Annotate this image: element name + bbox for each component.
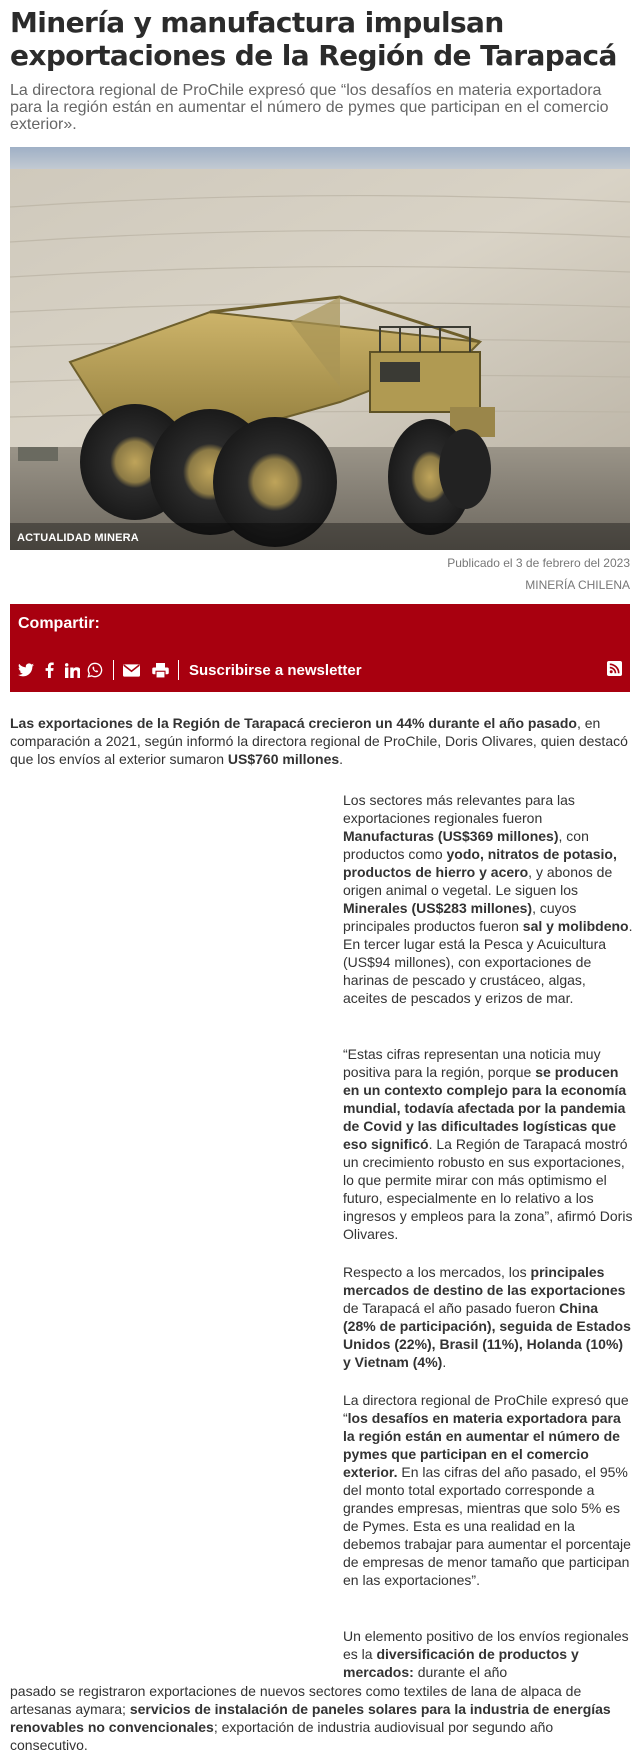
page-title: Minería y manufactura impulsan exportaciones de la Región de Tarapacá	[10, 6, 617, 72]
facebook-icon[interactable]	[40, 661, 58, 679]
source-link[interactable]: MINERÍA CHILENA	[525, 578, 630, 592]
twitter-icon[interactable]	[17, 661, 35, 679]
paragraph-sectors: Los sectores más relevantes para las exportaciones regionales fueron Manufacturas (US$369 millones), con productos como yodo, nitratos de potasio, productos de hierro y acero, y abonos de origen animal o vegetal. Le siguen los Minerales (US$283 millones), cuyos principales productos fueron sal y molibdeno. En tercer lugar está la Pesca y Acuicultura (US$94 millones), con exportaciones de harinas de pescado y crustáceo, algas, aceites de pescados y erizos de mar.	[343, 792, 633, 1006]
share-divider	[113, 660, 114, 680]
publish-date: Publicado el 3 de febrero del 2023	[447, 556, 630, 570]
linkedin-icon[interactable]	[63, 661, 81, 679]
image-credit: ACTUALIDAD MINERA	[17, 532, 139, 544]
rss-icon[interactable]	[607, 661, 622, 681]
share-icon-row	[17, 659, 362, 681]
article	[10, 0, 633, 1753]
paragraph-diversification: Un elemento positivo de los envíos regionales es la diversificación de productos y mercados: durante el año	[343, 1628, 629, 1680]
article-subtitle: La directora regional de ProChile expresó que “los desafíos en materia exportadora para la región están en aumentar el número de pymes que participan en el comercio exterior».	[10, 82, 609, 133]
paragraph-challenges: La directora regional de ProChile expresó que “los desafíos en materia exportadora para la región están en aumentar el número de pymes que participan en el comercio exterior. En las cifras del año pasado, el 95% del monto total exportado corresponde a grandes empresas, mientras que solo 5% es de Pymes. Esta es una realidad en la debemos trabajar para aumentar el porcentaje de empresas de menor tamaño que participan en las exportaciones”.	[343, 1392, 631, 1588]
hero-image	[10, 147, 630, 550]
share-divider	[178, 660, 179, 680]
lead-paragraph: Las exportaciones de la Región de Tarapacá crecieron un 44% durante el año pasado, en comparación a 2021, según informó la directora regional de ProChile, Doris Olivares, quien destacó que los envíos al exterior sumaron US$760 millones.	[10, 715, 628, 767]
paragraph-quote: “Estas cifras representan una noticia muy positiva para la región, porque se producen en un contexto complejo para la economía mundial, todavía afectada por la pandemia de Covid y las dificultades logísticas que eso significó. La Región de Tarapacá mostró un crecimiento robusto en sus exportaciones, lo que permite mirar con más optimismo el futuro, especialmente en lo relativo a los ingresos y empleos para la zona”, afirmó Doris Olivares.	[343, 1046, 633, 1242]
paragraph-markets: Respecto a los mercados, los principales mercados de destino de las exportaciones de Tarapacá el año pasado fueron China (28% de participación), seguida de Estados Unidos (22%), Brasil (11%), Holanda (10%) y Vietnam (4%).	[343, 1264, 631, 1370]
newsletter-link[interactable]: Suscribirse a newsletter	[189, 661, 362, 679]
whatsapp-icon[interactable]	[86, 661, 104, 679]
share-bar	[10, 604, 630, 692]
print-icon[interactable]	[151, 661, 169, 679]
paragraph-diversification-cont: pasado se registraron exportaciones de nuevos sectores como textiles de lana de alpaca de artesanas aymara; servicios de instalación de paneles solares para la industria de energías renovables no convencionales; exportación de industria audiovisual por segundo año consecutivo.	[10, 1683, 611, 1753]
share-title: Compartir:	[18, 615, 100, 632]
email-icon[interactable]	[122, 661, 140, 679]
mining-truck-illustration	[10, 147, 630, 550]
